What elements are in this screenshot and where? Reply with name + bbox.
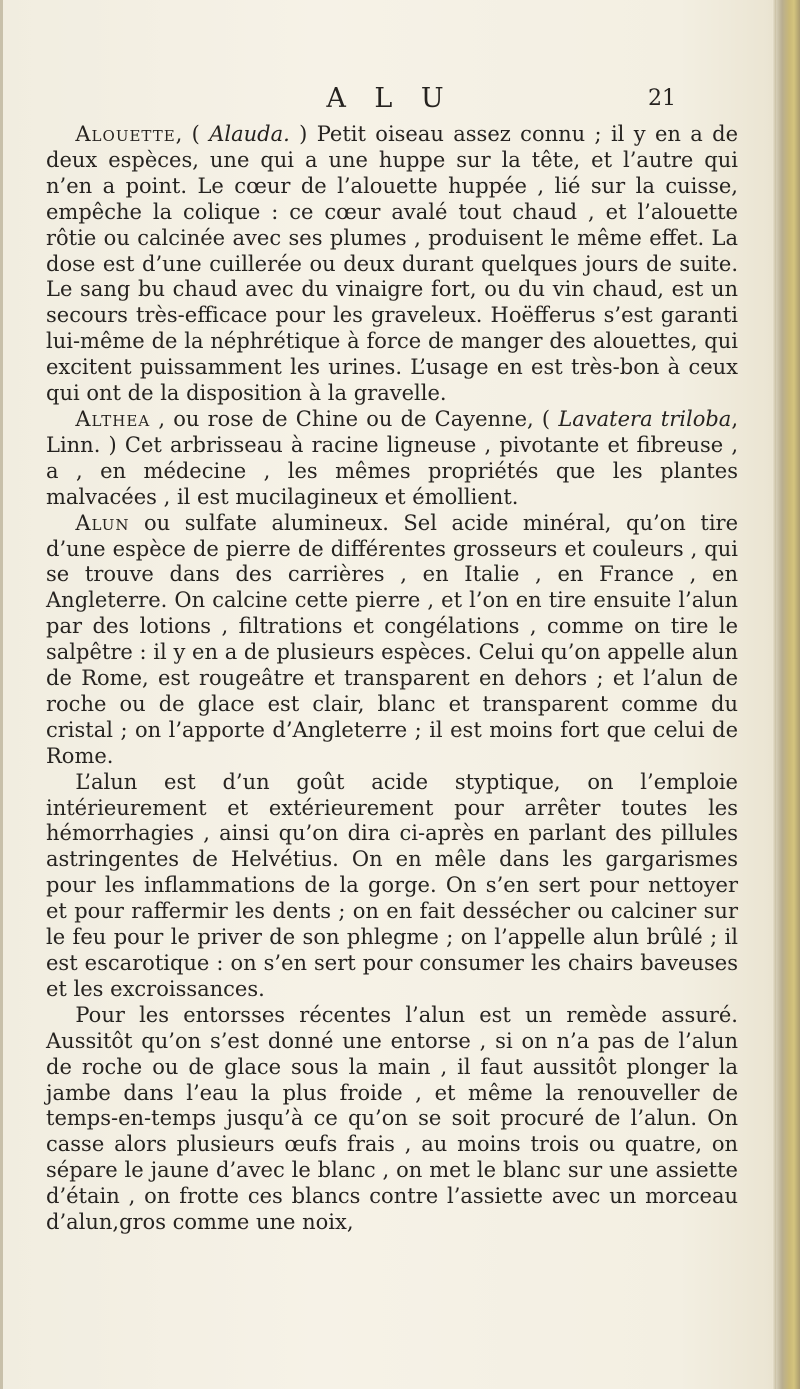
entry-term: Alun — [75, 510, 130, 535]
entry-text: , Linn. ) Cet arbrisseau à racine ligneuse , pivotante et fibreuse , a , en médecine , les mêmes propriétés que les plantes malvacées , il est mucilagineux et émollient. — [46, 406, 738, 509]
entry-text: , ou rose de Chine ou de Cayenne, ( — [150, 406, 559, 431]
entry-paragraph — [46, 770, 738, 1003]
page-number: 21 — [648, 86, 676, 111]
entry-term: Althea — [75, 406, 151, 431]
book-binding — [776, 0, 800, 1389]
body-text — [46, 122, 738, 1236]
dictionary-entry — [46, 407, 738, 511]
latin-name: Alauda. — [209, 122, 290, 146]
entry-paragraph — [46, 1003, 738, 1236]
entry-text: , ( — [175, 122, 210, 146]
page-left-edge — [0, 0, 3, 1389]
latin-name: Lavatera triloba — [558, 406, 732, 431]
entry-text: L’alun est d’un goût acide styptique, on l’emploie intérieurement et extérieurement pour arrêter toutes les hémorrhagies , ainsi qu’on dira ci-après en parlant des pillules astringentes de Helvétius. On en mêle dans les gargarismes pour les inflammations de la gorge. On s’en sert pour nettoyer et pour raffermir les dents ; on en fait dessécher ou calciner sur le feu pour le priver de son phlegme ; on l’appelle alun brûlé ; il est escarotique : on s’en sert pour consumer les chairs baveuses et les excroissances. — [46, 769, 738, 1001]
dictionary-entry — [46, 511, 738, 770]
entry-text: ou sulfate alumineux. Sel acide minéral, qu’on tire d’une espèce de pierre de différentes grosseurs et couleurs , qui se trouve dans des carrières , en Italie , en France , en Angleterre. On calcine cette pierre , et l’on en tire ensuite l’alun par des lotions , filtrations et congélations , comme on tire le salpêtre : il y en a de plusieurs espèces. Celui qu’on appelle alun de Rome, est rougeâtre et transparent en dehors ; et l’alun de roche ou de glace est clair, blanc et transparent comme du cristal ; on l’apporte d’Angleterre ; il est moins fort que celui de Rome. — [46, 510, 738, 768]
page-header — [40, 82, 740, 116]
entry-text: ) Petit oiseau assez connu ; il y en a de deux espèces, une qui a une huppe sur la tête, et l’autre qui n’en a point. Le cœur de l’alouette huppée , lié sur la cuisse, empêche la colique : ce cœur avalé tout chaud , et l’alouette rôtie ou calcinée avec ses plumes , produisent le même effet. La dose est d’une cuillerée ou deux durant quelques jours de suite. Le sang bu chaud avec du vinaigre fort, ou du vin chaud, est un secours très-efficace pour les graveleux. Hoëfferus s’est garanti lui-même de la néphrétique à force de manger des alouettes, qui excitent puissamment les urines. L’usage en est très-bon à ceux qui ont de la disposition à la gravelle. — [46, 122, 739, 406]
entry-text: Pour les entorsses récentes l’alun est un remède assuré. Aussitôt qu’on s’est donné une entorse , si on n’a pas de l’alun de roche ou de glace sous la main , il faut aussitôt plonger la jambe dans l’eau la plus froide , et même la renouveller de temps-en-temps jusqu’à ce qu’on se soit procuré de l’alun. On casse alors plusieurs œufs frais , au moins trois ou quatre, on sépare le jaune d’avec le blanc , on met le blanc sur une assiette d’étain , on frotte ces blancs contre l’assiette avec un morceau d’alun,gros comme une noix, — [46, 1002, 738, 1235]
entry-term: Alouette — [75, 122, 176, 146]
running-head: A L U — [326, 83, 454, 114]
dictionary-entry — [46, 122, 738, 407]
